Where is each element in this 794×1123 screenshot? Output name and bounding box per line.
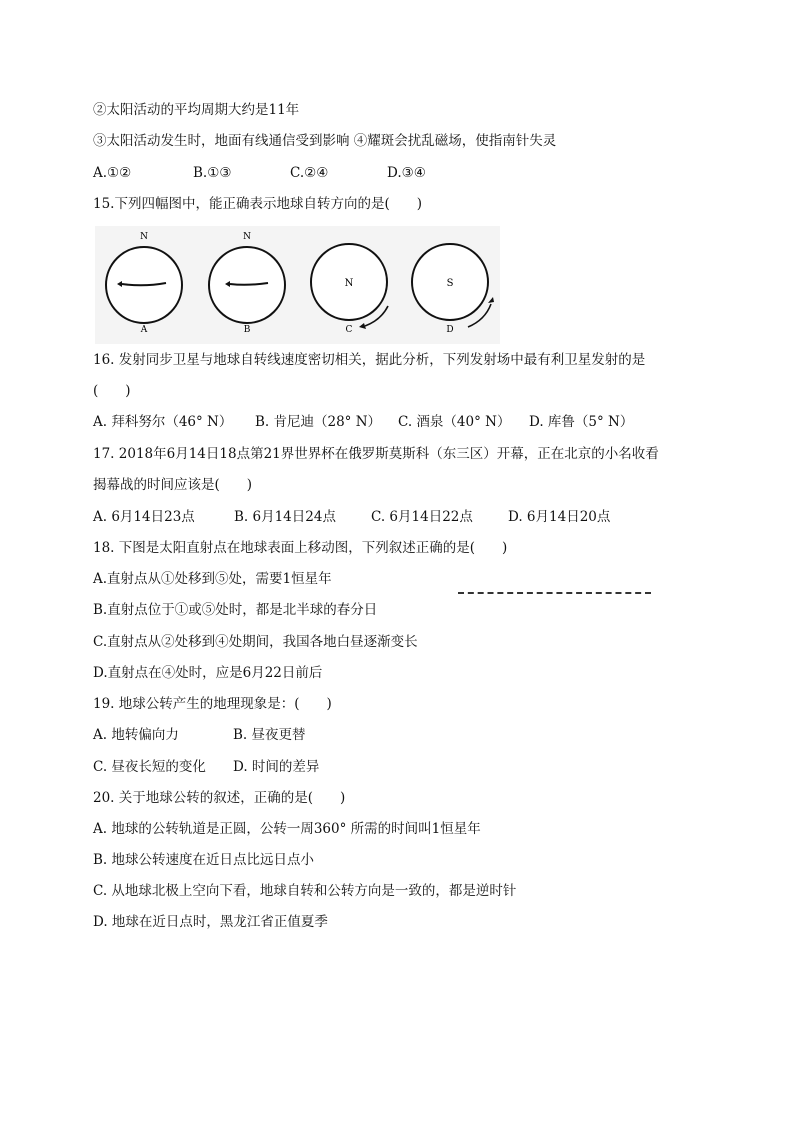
- q18-figure-placeholder-line: [458, 592, 651, 594]
- q15-rotation-diagrams: [95, 226, 500, 344]
- q20-stem: 20. 关于地球公转的叙述，正确的是( ): [93, 790, 346, 806]
- q14-options: [93, 164, 426, 182]
- q16-option-d[interactable]: D. 库鲁（5° N）: [529, 414, 634, 430]
- q18-option-a[interactable]: A.直射点从①处移到⑤处，需要1恒星年: [93, 571, 332, 587]
- q14-item-2: ②太阳活动的平均周期大约是11年: [93, 102, 300, 118]
- q14-option-b[interactable]: B.①③: [193, 165, 232, 181]
- q20-option-b[interactable]: B. 地球公转速度在近日点比远日点小: [93, 852, 315, 868]
- q15-diagram-c-pole-label: N: [344, 278, 354, 289]
- q19-options-row1: [93, 726, 306, 744]
- q18-stem: 18. 下图是太阳直射点在地球表面上移动图，下列叙述正确的是( ): [93, 540, 508, 556]
- q20-option-a[interactable]: A. 地球的公转轨道是正圆，公转一周360° 所需的时间叫1恒星年: [93, 821, 481, 837]
- q15-diagram-b-letter: B: [243, 325, 251, 335]
- q19-option-a[interactable]: A. 地转偏向力: [93, 727, 179, 743]
- q20-option-c[interactable]: C. 从地球北极上空向下看，地球自转和公转方向是一致的，都是逆时针: [93, 883, 517, 899]
- q17-stem-line2: 揭幕战的时间应该是( ): [93, 477, 253, 493]
- q15-diagram-c-letter: C: [345, 325, 353, 335]
- q18-option-c[interactable]: C.直射点从②处移到④处期间，我国各地白昼逐渐变长: [93, 634, 418, 650]
- q17-option-b[interactable]: B. 6月14日24点: [234, 509, 336, 525]
- q15-diagram-d-letter: D: [446, 325, 454, 335]
- q20-option-d[interactable]: D. 地球在近日点时，黑龙江省正值夏季: [93, 914, 328, 930]
- q17-options: [93, 508, 610, 526]
- q15-diagram-a-top-label: N: [140, 232, 148, 242]
- q17-option-c[interactable]: C. 6月14日22点: [371, 509, 473, 525]
- q14-option-a[interactable]: A.①②: [93, 165, 132, 181]
- q19-option-c[interactable]: C. 昼夜长短的变化: [93, 759, 206, 775]
- q15-diagram-d-pole-label: S: [446, 278, 454, 289]
- q16-stem-line1: 16. 发射同步卫星与地球自转线速度密切相关，据此分析，下列发射场中最有利卫星发射的是: [93, 352, 646, 368]
- q19-option-b[interactable]: B. 昼夜更替: [233, 727, 306, 743]
- q15-stem: 15.下列四幅图中，能正确表示地球自转方向的是( ): [93, 196, 423, 212]
- q14-option-c[interactable]: C.②④: [290, 165, 329, 181]
- q15-diagram-b-top-label: N: [243, 232, 251, 242]
- q16-stem-line2: ( ): [93, 383, 131, 399]
- q16-options: [93, 413, 633, 431]
- q18-option-d[interactable]: D.直射点在④处时，应是6月22日前后: [93, 665, 323, 681]
- q14-option-d[interactable]: D.③④: [387, 165, 426, 181]
- q19-option-d[interactable]: D. 时间的差异: [233, 759, 320, 775]
- q14-item-3-4: ③太阳活动发生时，地面有线通信受到影响 ④耀斑会扰乱磁场，使指南针失灵: [93, 133, 557, 149]
- q16-option-b[interactable]: B. 肯尼迪（28° N）: [255, 414, 382, 430]
- q16-option-c[interactable]: C. 酒泉（40° N）: [398, 414, 511, 430]
- q19-stem: 19. 地球公转产生的地理现象是：( ): [93, 696, 332, 712]
- q17-option-d[interactable]: D. 6月14日20点: [508, 509, 611, 525]
- q17-stem-line1: 17. 2018年6月14日18点第21界世界杯在俄罗斯莫斯科（东三区）开幕，正在北京的小名收看: [93, 446, 659, 462]
- q17-option-a[interactable]: A. 6月14日23点: [93, 509, 195, 525]
- q15-diagram-a-letter: A: [140, 325, 148, 335]
- q19-options-row2: [93, 758, 319, 776]
- q18-option-b[interactable]: B.直射点位于①或⑤处时，都是北半球的春分日: [93, 602, 378, 618]
- q16-option-a[interactable]: A. 拜科努尔（46° N）: [93, 414, 233, 430]
